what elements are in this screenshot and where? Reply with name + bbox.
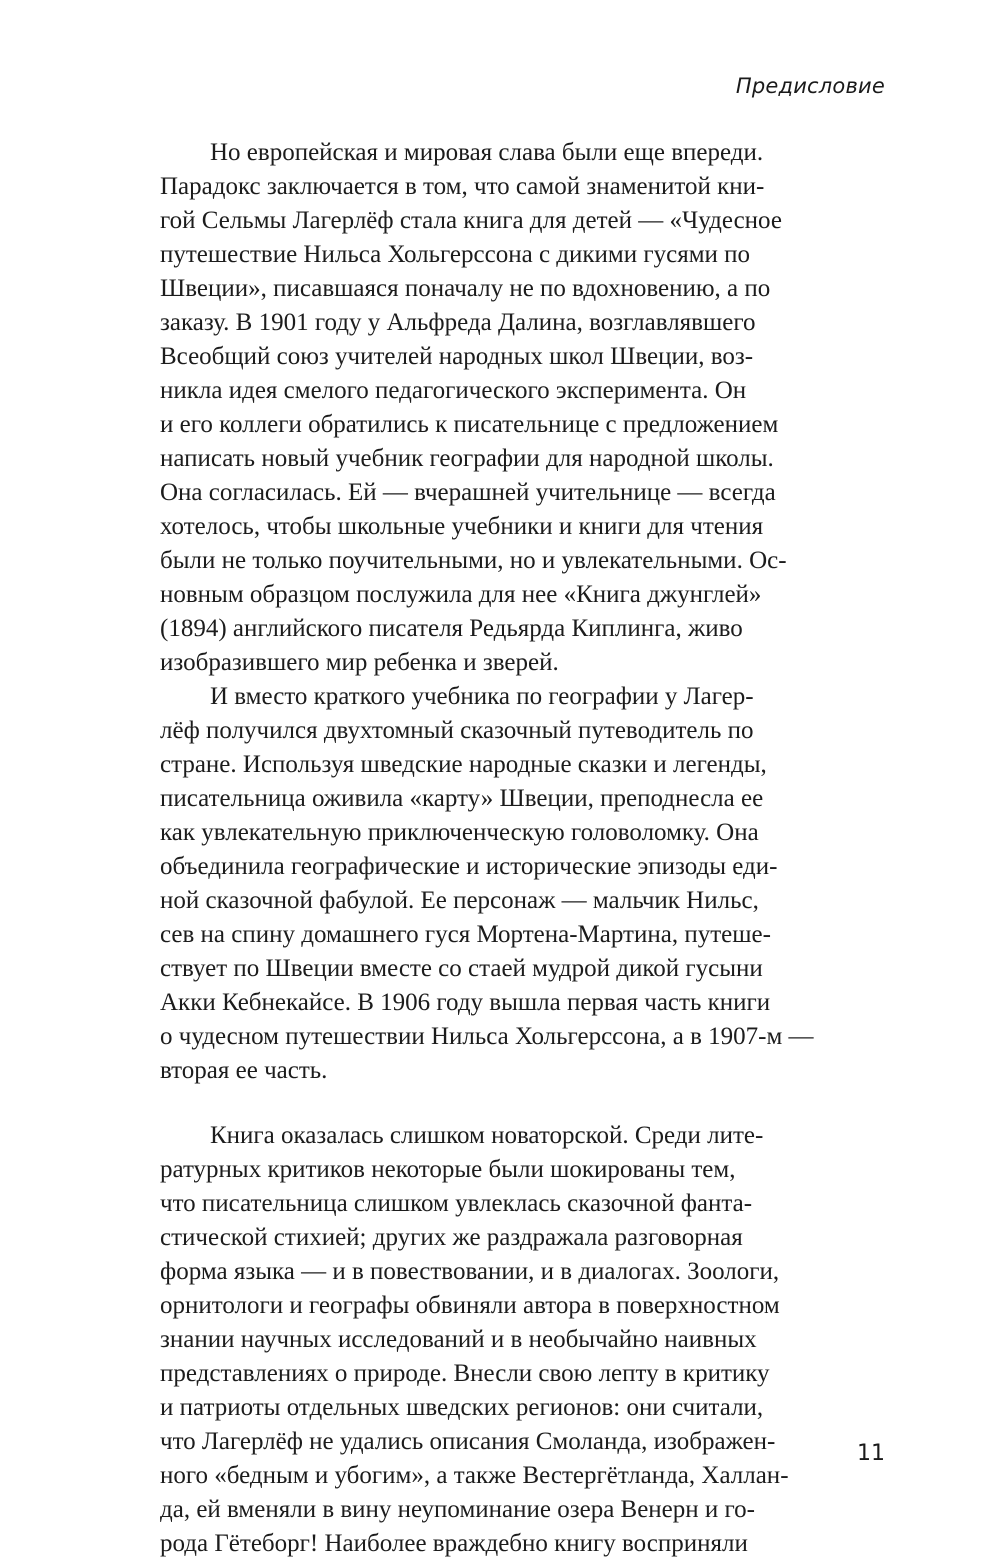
text-line: Всеобщий союз учителей народных школ Швеции, воз- (160, 343, 754, 370)
text-line: написать новый учебник географии для народной школы. (160, 445, 774, 472)
text-line: стической стихией; других же раздражала разговорная (160, 1224, 743, 1251)
text-line: гой Сельмы Лагерлёф стала книга для детей — «Чудесное (160, 207, 782, 234)
text-line: и его коллеги обратились к писательнице с предложением (160, 411, 779, 438)
text-line: писательница оживила «карту» Швеции, преподнесла ее (160, 785, 764, 812)
text-line: орнитологи и географы обвиняли автора в поверхностном (160, 1292, 780, 1319)
text-line: объединила географические и исторические эпизоды еди- (160, 853, 778, 880)
text-line: знании научных исследований и в необычайно наивных (160, 1326, 757, 1353)
text-line: и патриоты отдельных шведских регионов: они считали, (160, 1394, 764, 1421)
text-line: заказу. В 1901 году у Альфреда Далина, возглавлявшего (160, 309, 756, 336)
paragraph (160, 136, 850, 680)
text-line: никла идея смелого педагогического эксперимента. Он (160, 377, 747, 404)
text-line: лёф получился двухтомный сказочный путеводитель по (160, 717, 754, 744)
text-line: что писательница слишком увлеклась сказочной фанта- (160, 1190, 753, 1217)
text-line: И вместо краткого учебника по географии у Лагер- (210, 683, 754, 710)
paragraph (160, 680, 850, 1088)
text-line: (1894) английского писателя Редьярда Киплинга, живо (160, 615, 743, 642)
text-line: о чудесном путешествии Нильса Хольгерссона, а в 1907-м — (160, 1023, 814, 1050)
text-line: Книга оказалась слишком новаторской. Среди лите- (210, 1122, 764, 1149)
text-line: Она согласилась. Ей — вчерашней учительнице — всегда (160, 479, 776, 506)
text-line: новным образцом послужила для нее «Книга джунглей» (160, 581, 762, 608)
text-line: да, ей вменяли в вину неупоминание озера Венерн и го- (160, 1496, 755, 1523)
text-line: Парадокс заключается в том, что самой знаменитой кни- (160, 173, 765, 200)
text-line: ной сказочной фабулой. Ее персонаж — мальчик Нильс, (160, 887, 759, 914)
text-line: представлениях о природе. Внесли свою лепту в критику (160, 1360, 770, 1387)
text-line: Но европейская и мировая слава были еще впереди. (210, 139, 764, 166)
text-line: что Лагерлёф не удались описания Смоланда, изображен- (160, 1428, 776, 1455)
text-line: Акки Кебнекайсе. В 1906 году вышла первая часть книги (160, 989, 771, 1016)
text-line: хотелось, чтобы школьные учебники и книги для чтения (160, 513, 764, 540)
text-line: Швеции», писавшаяся поначалу не по вдохновению, а по (160, 275, 771, 302)
text-line: путешествие Нильса Хольгерссона с дикими гусями по (160, 241, 751, 268)
body-text (160, 136, 850, 1561)
text-line: были не только поучительными, но и увлекательными. Ос- (160, 547, 787, 574)
text-line: стране. Используя шведские народные сказки и легенды, (160, 751, 767, 778)
paragraph (160, 1119, 850, 1561)
text-line: как увлекательную приключенческую головоломку. Она (160, 819, 759, 846)
text-line: форма языка — и в повествовании, и в диалогах. Зоологи, (160, 1258, 780, 1285)
running-head: Предисловие (735, 74, 885, 98)
text-line: изобразившего мир ребенка и зверей. (160, 649, 559, 676)
text-line: рода Гётеборг! Наиболее враждебно книгу восприняли (160, 1530, 748, 1557)
page-number: 11 (857, 1441, 885, 1466)
text-line: сев на спину домашнего гуся Мортена-Мартина, путеше- (160, 921, 771, 948)
text-line: ствует по Швеции вместе со стаей мудрой дикой гусыни (160, 955, 763, 982)
text-line: вторая ее часть. (160, 1057, 328, 1084)
paragraph-gap (160, 1088, 850, 1119)
text-line: ного «бедным и убогим», а также Вестергётланда, Халлан- (160, 1462, 789, 1489)
text-line: ратурных критиков некоторые были шокированы тем, (160, 1156, 736, 1183)
